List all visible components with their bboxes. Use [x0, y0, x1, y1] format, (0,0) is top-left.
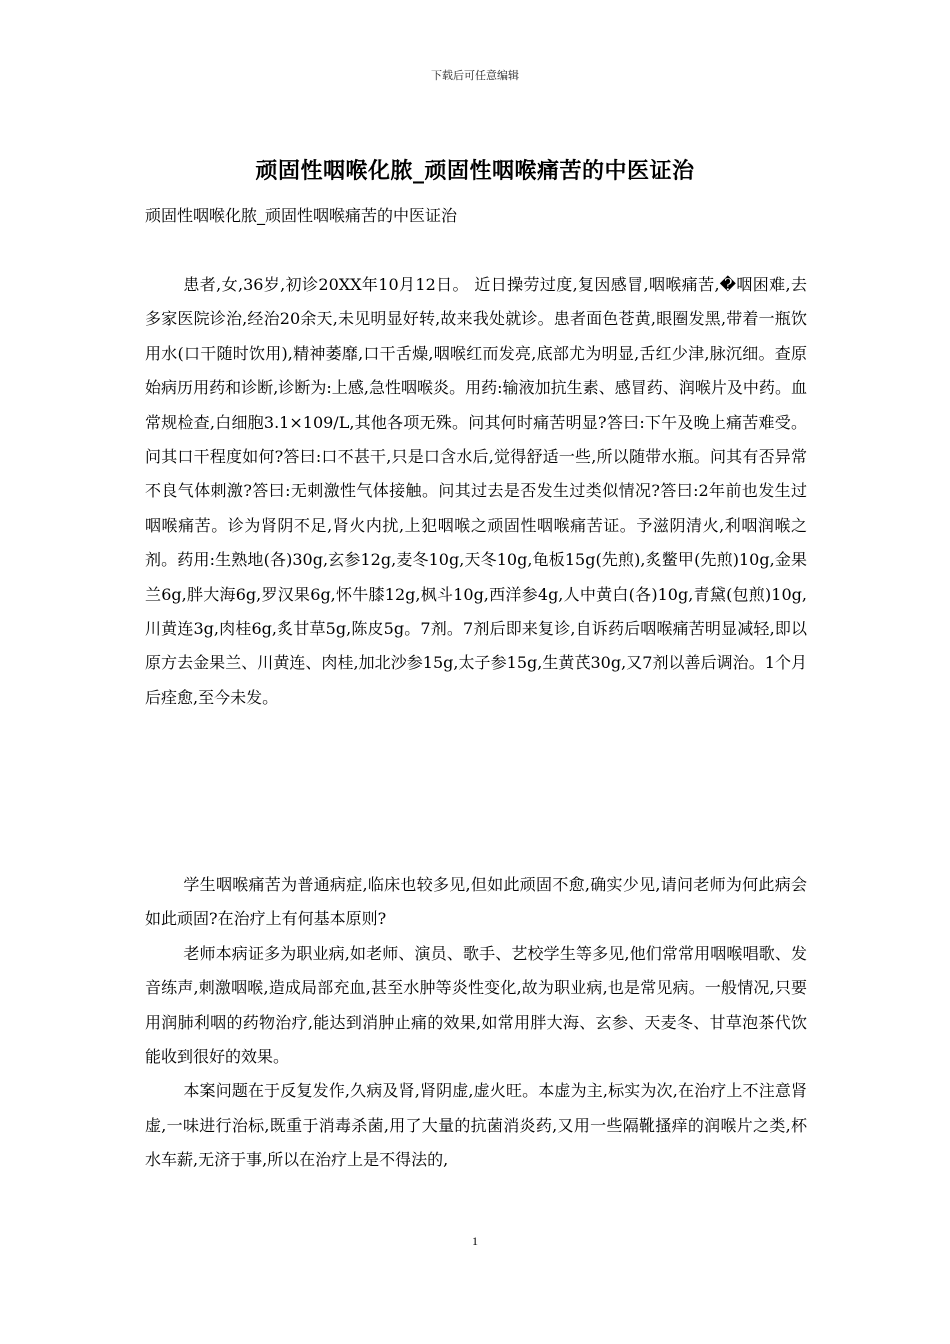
case-paragraph: 患者,女,36岁,初诊20XX年10月12日。 近日操劳过度,复因感冒,咽喉痛苦,�咽困难,去多家医院诊治,经治20余天,未见明显好转,故来我处就诊。患者面色苍黄,眼圈发黑,带着一瓶饮用水(口干随时饮用),精神萎靡,口干舌燥,咽喉红而发亮,底部尤为明显,舌红少津,脉沉细。查原始病历用药和诊断,诊断为:上感,急性咽喉炎。用药:输液加抗生素、感冒药、润喉片及中药。血常规检查,白细胞3.1×109/L,其他各项无殊。问其何时痛苦明显?答曰:下午及晚上痛苦难受。问其口干程度如何?答曰:口不甚干,只是口含水后,觉得舒适一些,所以随带水瓶。问其有否异常不良气体刺激?答曰:无刺激性气体接触。问其过去是否发生过类似情况?答曰:2年前也发生过咽喉痛苦。诊为肾阴不足,肾火内扰,上犯咽喉之顽固性咽喉痛苦证。予滋阴清火,利咽润喉之剂。药用:生熟地(各)30g,玄参12g,麦冬10g,天冬10g,龟板15g(先煎),炙鳖甲(先煎)10g,金果兰6g,胖大海6g,罗汉果6g,怀牛膝12g,枫斗10g,西洋参4g,人中黄白(各)10g,青黛(包煎)10g,川黄连3g,肉桂6g,炙甘草5g,陈皮5g。7剂。7剂后即来复诊,自诉药后咽喉痛苦明显减轻,即以原方去金果兰、川黄连、肉桂,加北沙参15g,太子参15g,生黄芪30g,又7剂以善后调治。1个月后痊愈,至今未发。: [145, 275, 807, 707]
document-title: 顽固性咽喉化脓_顽固性咽喉痛苦的中医证治: [255, 159, 695, 184]
header-note: 下载后可任意编辑: [431, 69, 519, 82]
teacher-answer-paragraph: 老师本病证多为职业病,如老师、演员、歌手、艺校学生等多见,他们常常用咽喉唱歌、发音练声,刺激咽喉,造成局部充血,甚至水肿等炎性变化,故为职业病,也是常见病。一般情况,只要用润肺利咽的药物治疗,能达到消肿止痛的效果,如常用胖大海、玄参、天麦冬、甘草泡茶代饮能收到很好的效果。: [145, 943, 807, 1067]
analysis-paragraph: 本案问题在于反复发作,久病及肾,肾阴虚,虚火旺。本虚为主,标实为次,在治疗上不注意肾虚,一味进行治标,既重于消毒杀菌,用了大量的抗菌消炎药,又用一些隔靴搔痒的润喉片之类,杯水车薪,无济于事,所以在治疗上是不得法的,: [145, 1081, 807, 1170]
page-number: 1: [472, 1234, 478, 1248]
document-subtitle: 顽固性咽喉化脓_顽固性咽喉痛苦的中医证治: [145, 206, 458, 225]
student-question-paragraph: 学生咽喉痛苦为普通病症,临床也较多见,但如此顽固不愈,确实少见,请问老师为何此病会如此顽固?在治疗上有何基本原则?: [145, 875, 807, 929]
discussion-section: [145, 868, 807, 1178]
case-report-section: [145, 268, 807, 715]
